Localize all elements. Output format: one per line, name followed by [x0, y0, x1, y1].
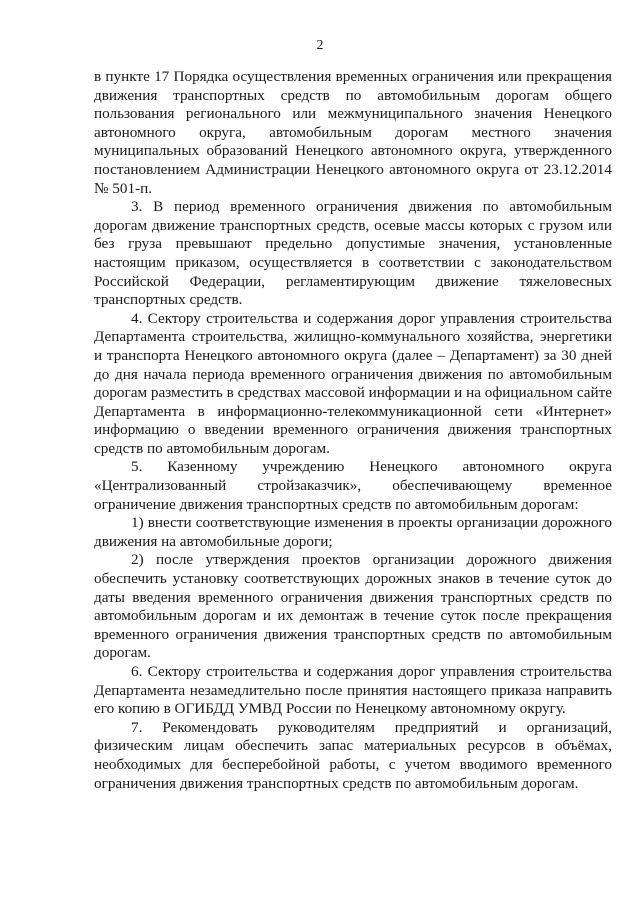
document-body: [94, 68, 612, 793]
paragraph-item-7: 7. Рекомендовать руководителям предприятий и организаций, физическим лицам обеспечить запас материальных ресурсов в объёмах, необходимых для бесперебойной работы, с учетом вводимого временного ограничения движения транспортных средств по автомобильным дорогам.: [94, 718, 612, 792]
paragraph-item-6: 6. Сектору строительства и содержания дорог управления строительства Департамента незамедлительно после принятия настоящего приказа направить его копию в ОГИБДД УМВД России по Ненецкому автономному округу.: [94, 663, 612, 718]
paragraph-continuation: в пункте 17 Порядка осуществления временных ограничения или прекращения движения транспортных средств по автомобильным дорогам общего пользования регионального или межмуниципального значения Ненецкого автономного округа, автомобильным дорогам местного значения муниципальных образований Ненецкого автономного округа, утвержденного постановлением Администрации Ненецкого автономного округа от 23.12.2014 № 501-п.: [94, 68, 612, 197]
paragraph-item-4: 4. Сектору строительства и содержания дорог управления строительства Департамента строительства, жилищно-коммунального хозяйства, энергетики и транспорта Ненецкого автономного округа (далее – Департамент) за 30 дней до дня начала периода временного ограничения движения по автомобильным дорогам разместить в средствах массовой информации и на официальном сайте Департамента в информационно-телекоммуникационной сети «Интернет» информацию о введении временного ограничения движения транспортных средств по автомобильным дорогам.: [94, 309, 612, 457]
paragraph-subitem-5-1: 1) внести соответствующие изменения в проекты организации дорожного движения на автомобильные дороги;: [94, 514, 612, 550]
paragraph-item-3: 3. В период временного ограничения движения по автомобильным дорогам движение транспортных средств, осевые массы которых с грузом или без груза превышают предельно допустимые значения, установленные настоящим приказом, осуществляется в соответствии с законодательством Российской Федерации, регламентирующим движение тяжеловесных транспортных средств.: [94, 198, 612, 309]
paragraph-item-5: 5. Казенному учреждению Ненецкого автономного округа «Централизованный стройзаказчик», обеспечивающему временное ограничение движения транспортных средств по автомобильным дорогам:: [94, 458, 612, 513]
paragraph-subitem-5-2: 2) после утверждения проектов организации дорожного движения обеспечить установку соответствующих дорожных знаков в течение суток до даты введения временного ограничения движения транспортных средств по автомобильным дорогам и их демонтаж в течение суток после прекращения временного ограничения движения транспортных средств по автомобильным дорогам.: [94, 551, 612, 662]
page-number: 2: [316, 38, 324, 53]
